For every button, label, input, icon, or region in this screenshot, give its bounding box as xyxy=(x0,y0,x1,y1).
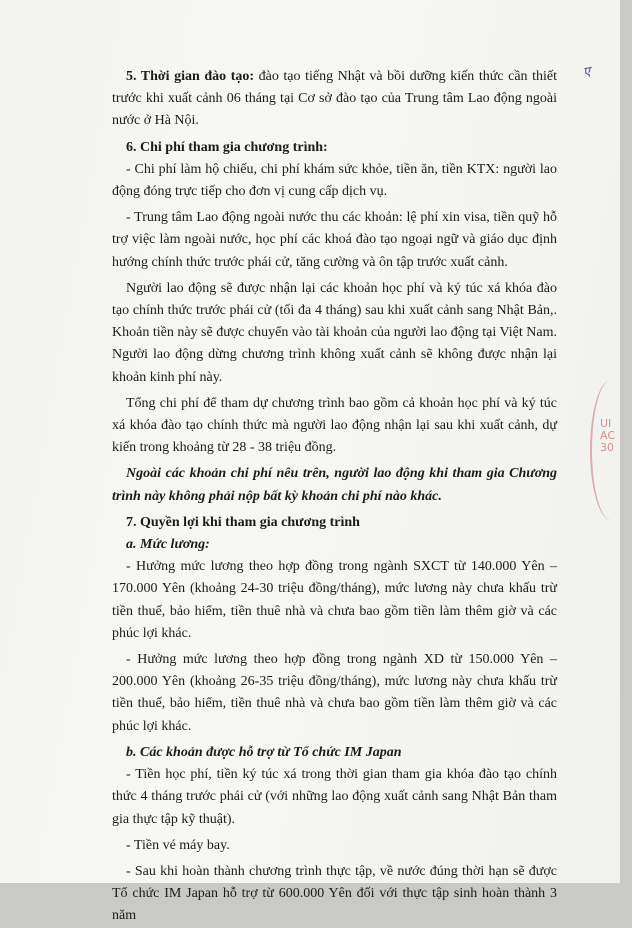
red-stamp-fragment xyxy=(600,418,620,454)
section-6-paragraph-4: Tổng chi phí để tham dự chương trình bao gồm cả khoản học phí và ký túc xá khóa đào tạo chính thức mà người lao động nhận lại sau khi xuất cảnh, dự kiến trong khoảng từ 28 - 38 triệu đồng. xyxy=(112,395,557,456)
section-5 xyxy=(112,66,557,133)
stamp-char: AC xyxy=(600,429,616,442)
handwritten-initials: ए xyxy=(582,64,592,81)
section-7a-paragraph-1: - Hưởng mức lương theo hợp đồng trong ngành SXCT từ 140.000 Yên – 170.000 Yên (khoảng 24-30 triệu đồng/tháng), mức lương này chưa khấu trừ tiền thuế, bảo hiểm, tiền thuê nhà và chưa bao gồm tiền làm thêm giờ và các phúc lợi khác. xyxy=(112,559,557,641)
section-7-title: 7. Quyền lợi khi tham gia chương trình xyxy=(126,514,360,530)
section-6-title: 6. Chi phí tham gia chương trình: xyxy=(126,139,328,155)
section-6-paragraph-1: - Chi phí làm hộ chiếu, chi phí khám sức khỏe, tiền ăn, tiền KTX: người lao động đóng trực tiếp cho đơn vị cung cấp dịch vụ. xyxy=(112,161,557,200)
section-7b-paragraph-1: - Tiền học phí, tiền ký túc xá trong thời gian tham gia khóa đào tạo chính thức 4 tháng trước phái cử (với những lao động xuất cảnh sang Nhật Bản tham gia thực tập kỹ thuật). xyxy=(112,767,557,827)
section-6-paragraph-3: Người lao động sẽ được nhận lại các khoản học phí và ký túc xá khóa đào tạo chính thức trước phái cử (tối đa 4 tháng) sau khi xuất cảnh sang Nhật Bản,. Khoản tiền này sẽ được chuyển vào tài khoản của người lao động tại Việt Nam. Người lao động dừng chương trình không xuất cảnh sẽ không được nhận lại khoản kinh phí này. xyxy=(112,280,557,385)
section-7a-title: a. Mức lương: xyxy=(126,537,210,553)
section-7b-paragraph-3: - Sau khi hoàn thành chương trình thực tập, về nước đúng thời hạn sẽ được Tổ chức IM Japan hỗ trợ từ 600.000 Yên đối với thực tập sinh hoàn thành 3 năm xyxy=(112,863,557,924)
section-6-note: Ngoài các khoản chi phí nêu trên, người lao động khi tham gia Chương trình này không phải nộp bất kỳ khoản chi phí nào khác. xyxy=(112,466,557,504)
document-body xyxy=(112,66,557,928)
section-7b-paragraph-2: - Tiền vé máy bay. xyxy=(126,837,230,853)
stamp-char: 30 xyxy=(600,441,614,454)
section-5-title: 5. Thời gian đào tạo: xyxy=(126,69,255,84)
section-6-paragraph-2: - Trung tâm Lao động ngoài nước thu các khoản: lệ phí xin visa, tiền quỹ hỗ trợ việc làm ngoài nước, học phí các khoá đào tạo ngoại ngữ và giáo dục định hướng chính thức trước phái cử, tăng cường và ôn tập trước xuất cảnh. xyxy=(112,210,557,270)
section-7b-title: b. Các khoản được hỗ trợ từ Tổ chức IM Japan xyxy=(126,744,402,760)
section-7a-paragraph-2: - Hưởng mức lương theo hợp đồng trong ngành XD từ 150.000 Yên – 200.000 Yên (khoảng 26-35 triệu đồng/tháng), mức lương này chưa khấu trừ tiền thuế, bảo hiểm, tiền thuê nhà và chưa bao gồm tiền làm thêm giờ và các phúc lợi khác. xyxy=(112,652,557,734)
stamp-char: UI xyxy=(600,417,612,430)
section-5-text: đào tạo tiếng Nhật và bồi dưỡng kiến thức cần thiết trước khi xuất cảnh 06 tháng tại Cơ sở đào tạo của Trung tâm Lao động ngoài nước ở Hà Nội. xyxy=(112,69,557,129)
